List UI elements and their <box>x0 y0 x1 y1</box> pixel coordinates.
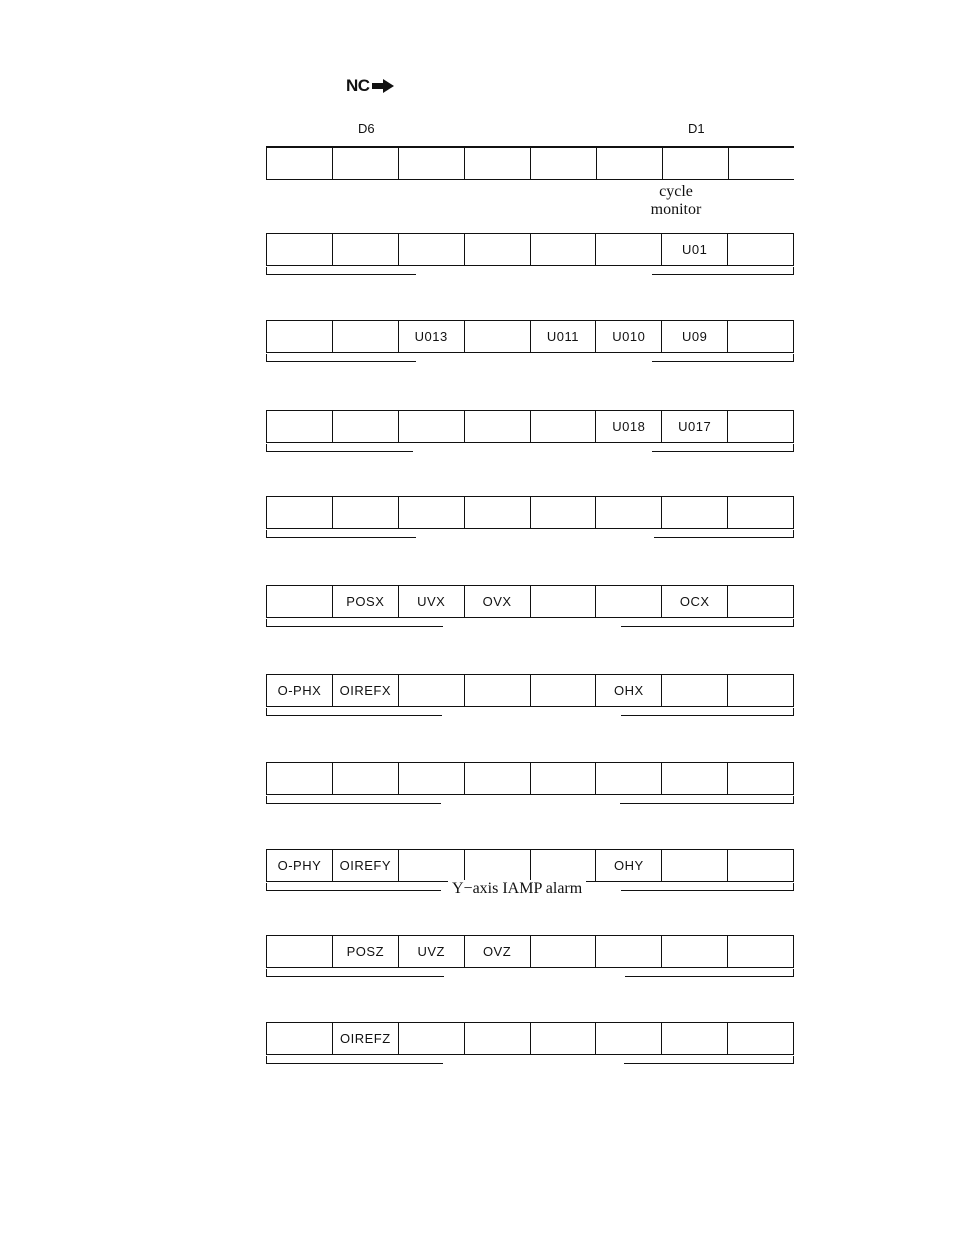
bit-cell <box>530 675 596 706</box>
bit-cell <box>661 763 727 794</box>
bracket-label: Y−axis IAMP alarm <box>448 880 586 898</box>
bit-cell <box>728 148 794 179</box>
bit-cell <box>266 148 332 179</box>
bracket-segment <box>625 969 794 977</box>
bracket-segment <box>652 354 794 362</box>
bracket-segment <box>267 354 417 362</box>
bit-cell <box>332 497 398 528</box>
bit-cell <box>398 148 464 179</box>
bit-cell <box>595 497 661 528</box>
bit-cell: OHX <box>595 675 661 706</box>
bracket-lines <box>266 443 794 453</box>
bit-group-bracket <box>266 266 794 276</box>
bit-cell <box>332 411 398 442</box>
bracket-lines <box>266 795 794 805</box>
bit-cell <box>266 1023 332 1054</box>
bit-cell <box>727 586 794 617</box>
bit-cell: UVX <box>398 586 464 617</box>
bit-cell <box>266 234 332 265</box>
bracket-segment <box>624 1056 794 1064</box>
bit-cell <box>530 234 596 265</box>
bit-cell <box>464 234 530 265</box>
bit-group-bracket <box>266 443 794 453</box>
bit-cell <box>595 586 661 617</box>
bracket-lines <box>266 707 794 717</box>
bit-cell <box>332 321 398 352</box>
bracket-segment <box>621 883 794 891</box>
bit-cell: OIREFY <box>332 850 398 881</box>
bit-cell <box>464 497 530 528</box>
bit-cell <box>266 586 332 617</box>
bracket-lines <box>266 353 794 363</box>
bracket-lines <box>266 618 794 628</box>
register-row <box>266 849 794 882</box>
bit-cell: O-PHY <box>266 850 332 881</box>
bit-cell: OHY <box>595 850 661 881</box>
bit-cell <box>398 411 464 442</box>
bit-group-bracket <box>266 795 794 805</box>
register-row <box>266 410 794 443</box>
bit-cell <box>661 1023 727 1054</box>
right-arrow-icon <box>372 79 394 93</box>
bit-cell: U01 <box>661 234 727 265</box>
register-row <box>266 320 794 353</box>
bit-cell <box>464 321 530 352</box>
bit-cell <box>727 1023 794 1054</box>
bracket-segment <box>267 444 414 452</box>
bit-cell <box>464 850 530 881</box>
bit-cell <box>266 411 332 442</box>
bit-cell <box>727 936 794 967</box>
bit-cell <box>530 148 596 179</box>
note-line: monitor <box>650 201 702 218</box>
bit-cell: U017 <box>661 411 727 442</box>
bit-cell: U09 <box>661 321 727 352</box>
note-line: cycle <box>659 183 693 200</box>
bit-cell <box>661 936 727 967</box>
bit-cell <box>727 234 794 265</box>
bit-cell <box>596 148 662 179</box>
register-row <box>266 762 794 795</box>
bit-group-bracket <box>266 353 794 363</box>
bracket-segment <box>267 708 443 716</box>
bit-group-bracket <box>266 968 794 978</box>
bit-cell <box>530 936 596 967</box>
bit-cell <box>266 763 332 794</box>
bit-cell <box>332 763 398 794</box>
bit-cell <box>727 411 794 442</box>
bit-cell <box>464 148 530 179</box>
bit-cell <box>595 234 661 265</box>
bracket-segment <box>267 267 417 275</box>
bit-cell: OVZ <box>464 936 530 967</box>
nc-heading <box>346 76 394 96</box>
bit-cell <box>530 850 596 881</box>
bracket-lines <box>266 1055 794 1065</box>
bit-cell <box>266 936 332 967</box>
bit-label-d1: D1 <box>688 121 705 136</box>
bit-cell <box>727 497 794 528</box>
bracket-lines <box>266 968 794 978</box>
nc-label: NC <box>346 76 370 95</box>
bit-cell <box>727 763 794 794</box>
bracket-segment <box>267 969 445 977</box>
bracket-segment <box>621 619 794 627</box>
bracket-segment <box>267 1056 444 1064</box>
bracket-segment <box>652 267 794 275</box>
bit-cell <box>530 586 596 617</box>
bit-cell <box>464 411 530 442</box>
bit-group-bracket <box>266 707 794 717</box>
bit-cell <box>266 321 332 352</box>
bit-cell: OIREFX <box>332 675 398 706</box>
bit-cell <box>595 936 661 967</box>
bit-cell <box>662 148 728 179</box>
bracket-segment <box>621 708 794 716</box>
bit-cell <box>332 148 398 179</box>
bit-cell <box>398 850 464 881</box>
bit-cell <box>398 763 464 794</box>
bit-cell: U018 <box>595 411 661 442</box>
bit-cell <box>661 850 727 881</box>
bit-cell <box>266 497 332 528</box>
bracket-lines <box>266 266 794 276</box>
bit-cell: POSX <box>332 586 398 617</box>
bracket-segment <box>267 530 417 538</box>
bracket-segment <box>654 530 794 538</box>
bracket-segment <box>267 619 444 627</box>
bit-cell <box>464 1023 530 1054</box>
bit-cell <box>595 763 661 794</box>
bracket-lines <box>266 529 794 539</box>
bit-cell <box>464 763 530 794</box>
bit-group-bracket <box>266 1055 794 1065</box>
bracket-segment <box>620 796 794 804</box>
bracket-segment <box>267 883 442 891</box>
register-row <box>266 146 794 180</box>
bit-label-d6: D6 <box>358 121 375 136</box>
register-row <box>266 674 794 707</box>
bit-cell: U013 <box>398 321 464 352</box>
bit-cell <box>398 234 464 265</box>
bracket-segment <box>652 444 794 452</box>
bit-cell <box>595 1023 661 1054</box>
bit-cell <box>727 321 794 352</box>
bit-cell: O-PHX <box>266 675 332 706</box>
bit-cell <box>332 234 398 265</box>
bit-cell: OVX <box>464 586 530 617</box>
bit-cell <box>661 497 727 528</box>
bit-cell: UVZ <box>398 936 464 967</box>
bit-cell <box>398 497 464 528</box>
cycle-monitor-note <box>640 183 712 219</box>
bit-cell: U011 <box>530 321 596 352</box>
register-row <box>266 935 794 968</box>
bit-cell <box>727 850 794 881</box>
register-row <box>266 1022 794 1055</box>
register-row <box>266 496 794 529</box>
bit-group-bracket <box>266 529 794 539</box>
bit-cell: OIREFZ <box>332 1023 398 1054</box>
bit-cell: OCX <box>661 586 727 617</box>
bit-cell: U010 <box>595 321 661 352</box>
bracket-segment <box>267 796 442 804</box>
bit-cell <box>727 675 794 706</box>
bit-cell <box>530 1023 596 1054</box>
bit-cell <box>530 763 596 794</box>
bit-cell <box>464 675 530 706</box>
register-row <box>266 585 794 618</box>
bit-cell: POSZ <box>332 936 398 967</box>
register-row <box>266 233 794 266</box>
bit-group-bracket <box>266 618 794 628</box>
bit-cell <box>398 1023 464 1054</box>
bit-cell <box>398 675 464 706</box>
bit-cell <box>530 497 596 528</box>
bit-cell <box>530 411 596 442</box>
bit-cell <box>661 675 727 706</box>
